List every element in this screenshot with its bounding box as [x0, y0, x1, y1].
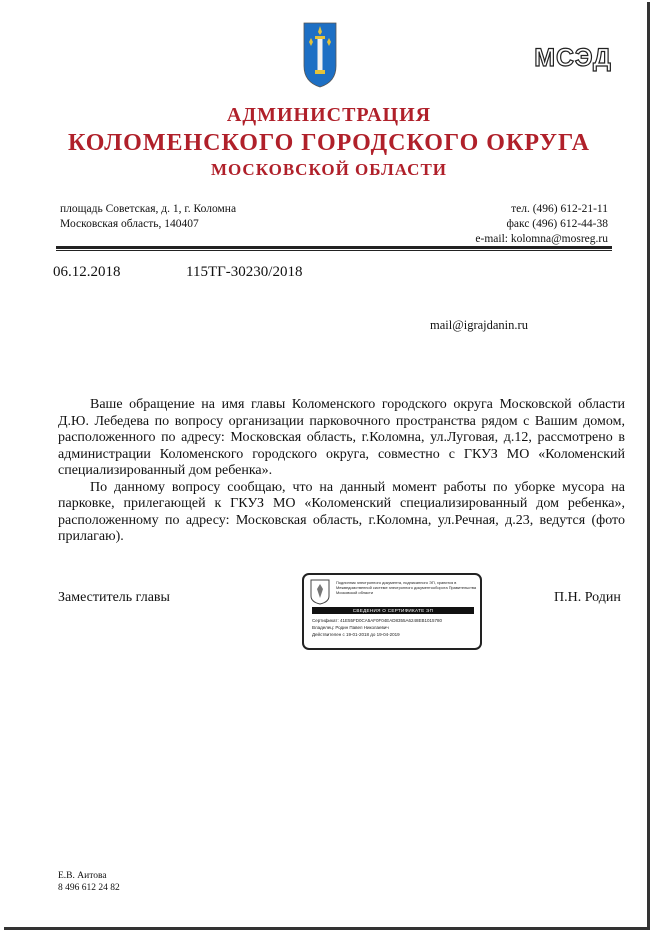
- contact-email: e-mail: kolomna@mosreg.ru: [475, 233, 608, 245]
- body-paragraph-2: По данному вопросу сообщаю, что на данный момент работы по уборке мусора на парковке, прилегающей к ГКУЗ МО «Коломенский специализированный дом ребенка», расположенному по адресу: Московская область, г.Коломна, ул.Речная, д.23, ведутся (фото прилагаю).: [58, 479, 625, 544]
- stamp-certificate: Сертификат: 41E55FD0CA5AF0F04EAD8355A6248EB1015780: [312, 618, 443, 623]
- executor-phone: 8 496 612 24 82: [58, 883, 120, 893]
- header-title-line1: АДМИНИСТРАЦИЯ: [226, 104, 432, 126]
- body-paragraph-1: Ваше обращение на имя главы Коломенского городского округа Московской области Д.Ю. Лебедева по вопросу организации парковочного пространства рядом с Вашим домом, расположенного по адресу: Московская область, г.Коломна, ул.Луговая, д.12, рассмотрено в администрации Коломенского городского округа, совместно с ГКУЗ МО «Коломенский специализированный дом ребенка».: [58, 397, 625, 478]
- letter-body: [58, 397, 625, 546]
- stamp-details: [312, 617, 480, 638]
- recipient-email: mail@igrajdanin.ru: [430, 318, 528, 332]
- contact-block: [475, 202, 608, 247]
- stamp-owner: Владелец: Родин Павел Николаевич: [312, 625, 389, 630]
- executor-info: [58, 870, 120, 894]
- coat-of-arms-icon: [303, 22, 337, 88]
- digital-signature-stamp: [302, 573, 482, 650]
- header-title-line2: КОЛОМЕНСКОГО ГОРОДСКОГО ОКРУГА: [67, 130, 591, 156]
- msed-logo: [534, 42, 612, 72]
- postal-address: [60, 202, 236, 232]
- header-divider-thick: [56, 246, 612, 249]
- fax: факс (496) 612-44-38: [506, 218, 608, 230]
- stamp-validity: Действителен с 19-01-2018 до 19-04-2019: [312, 632, 400, 637]
- moscow-region-crest-icon: [310, 579, 330, 605]
- address-line2: Московская область, 140407: [60, 218, 199, 230]
- header-divider-thin: [56, 250, 612, 251]
- address-line1: площадь Советская, д. 1, г. Коломна: [60, 203, 237, 215]
- signer-name: П.Н. Родин: [554, 590, 621, 605]
- stamp-banner: СВЕДЕНИЯ О СЕРТИФИКАТЕ ЭП: [312, 607, 474, 614]
- phone: тел. (496) 612-21-11: [511, 203, 608, 215]
- document-date: 06.12.2018: [53, 264, 121, 280]
- header-title-line3: МОСКОВСКОЙ ОБЛАСТИ: [210, 160, 448, 179]
- svg-text:МСЭД: МСЭД: [534, 44, 612, 72]
- stamp-note: Подлинник электронного документа, подписанного ЭП, хранится в Межведомственной системе электронного документооборота Правительства Московской области: [336, 580, 477, 595]
- executor-name: Е.В. Аитова: [58, 871, 107, 881]
- signer-position: Заместитель главы: [58, 590, 170, 605]
- document-number: 115ТГ-30230/2018: [186, 264, 303, 280]
